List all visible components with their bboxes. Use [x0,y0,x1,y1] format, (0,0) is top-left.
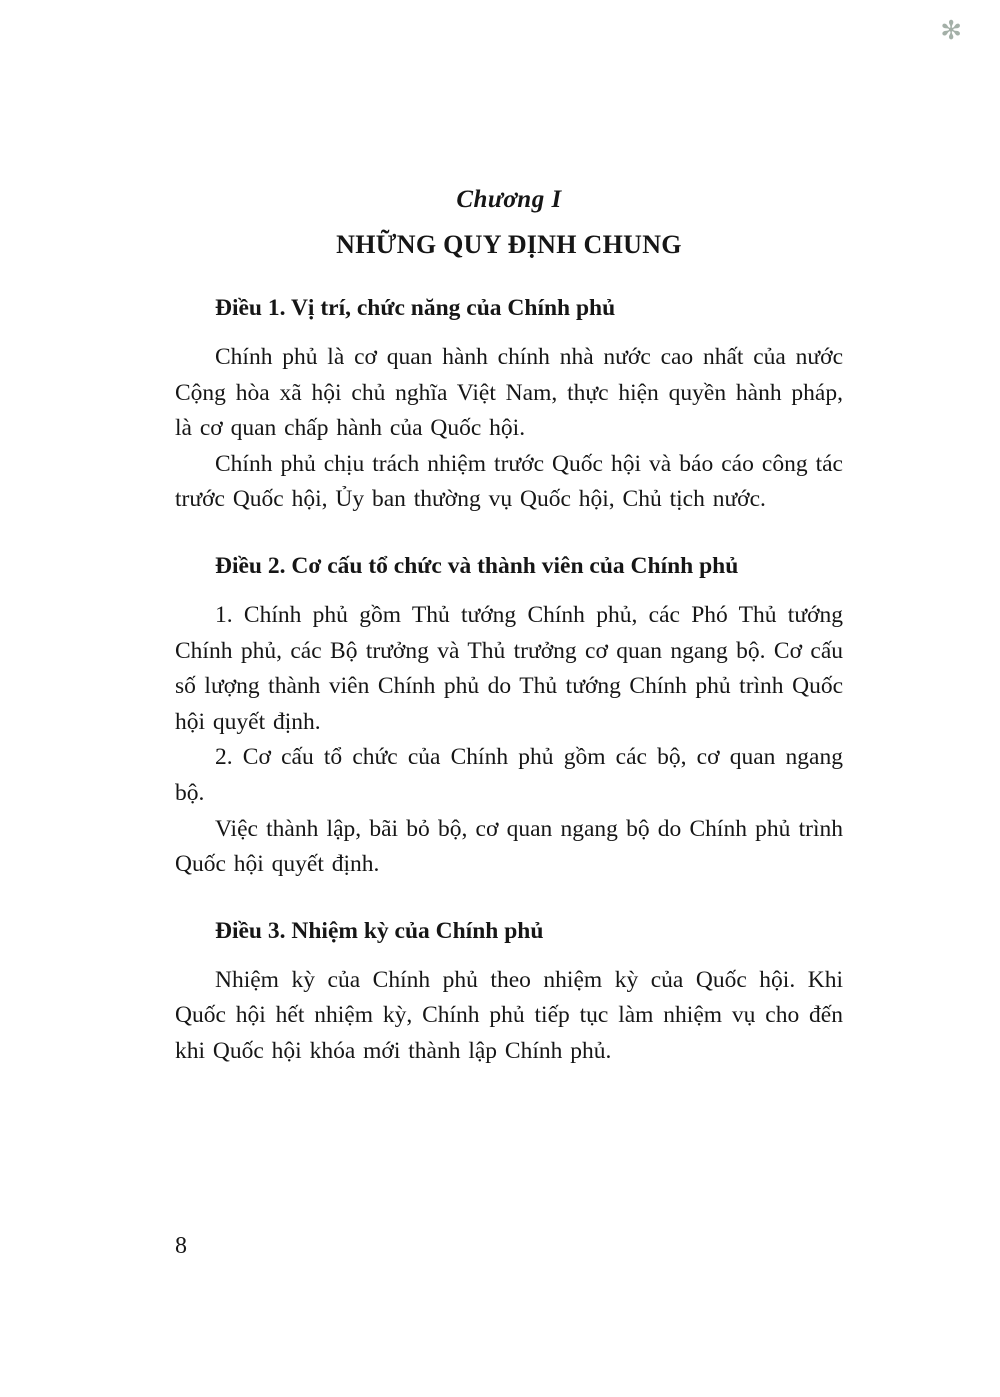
page-content [175,186,843,1070]
page-number: 8 [175,1233,187,1259]
article-1 [175,290,843,518]
article-2-paragraph-1: 1. Chính phủ gồm Thủ tướng Chính phủ, các Phó Thủ tướng Chính phủ, các Bộ trưởng và Thủ trưởng cơ quan ngang bộ. Cơ cấu số lượng thành viên Chính phủ do Thủ tướng Chính phủ trình Quốc hội quyết định. [175,601,843,735]
chapter-title: Chương I [456,186,562,213]
article-1-paragraph-1: Chính phủ là cơ quan hành chính nhà nước cao nhất của nước Cộng hòa xã hội chủ nghĩa Việt Nam, thực hiện quyền hành pháp, là cơ quan chấp hành của Quốc hội. [175,344,843,442]
flower-ornament-icon: ✻ [940,16,962,45]
article-1-paragraph-2: Chính phủ chịu trách nhiệm trước Quốc hội và báo cáo công tác trước Quốc hội, Ủy ban thường vụ Quốc hội, Chủ tịch nước. [175,450,843,513]
article-2-paragraph-3: Việc thành lập, bãi bỏ bộ, cơ quan ngang bộ do Chính phủ trình Quốc hội quyết định. [175,815,843,878]
article-2-heading: Điều 2. Cơ cấu tổ chức và thành viên của Chính phủ [215,552,739,579]
article-3-paragraph-1: Nhiệm kỳ của Chính phủ theo nhiệm kỳ của Quốc hội. Khi Quốc hội hết nhiệm kỳ, Chính phủ tiếp tục làm nhiệm vụ cho đến khi Quốc hội khóa mới thành lập Chính phủ. [175,966,843,1064]
article-2 [175,548,843,883]
article-2-paragraph-2: 2. Cơ cấu tổ chức của Chính phủ gồm các bộ, cơ quan ngang bộ. [175,744,843,806]
article-3-heading: Điều 3. Nhiệm kỳ của Chính phủ [215,917,544,944]
chapter-heading: NHỮNG QUY ĐỊNH CHUNG [336,230,682,259]
article-3 [175,913,843,1070]
article-1-heading: Điều 1. Vị trí, chức năng của Chính phủ [215,295,616,321]
